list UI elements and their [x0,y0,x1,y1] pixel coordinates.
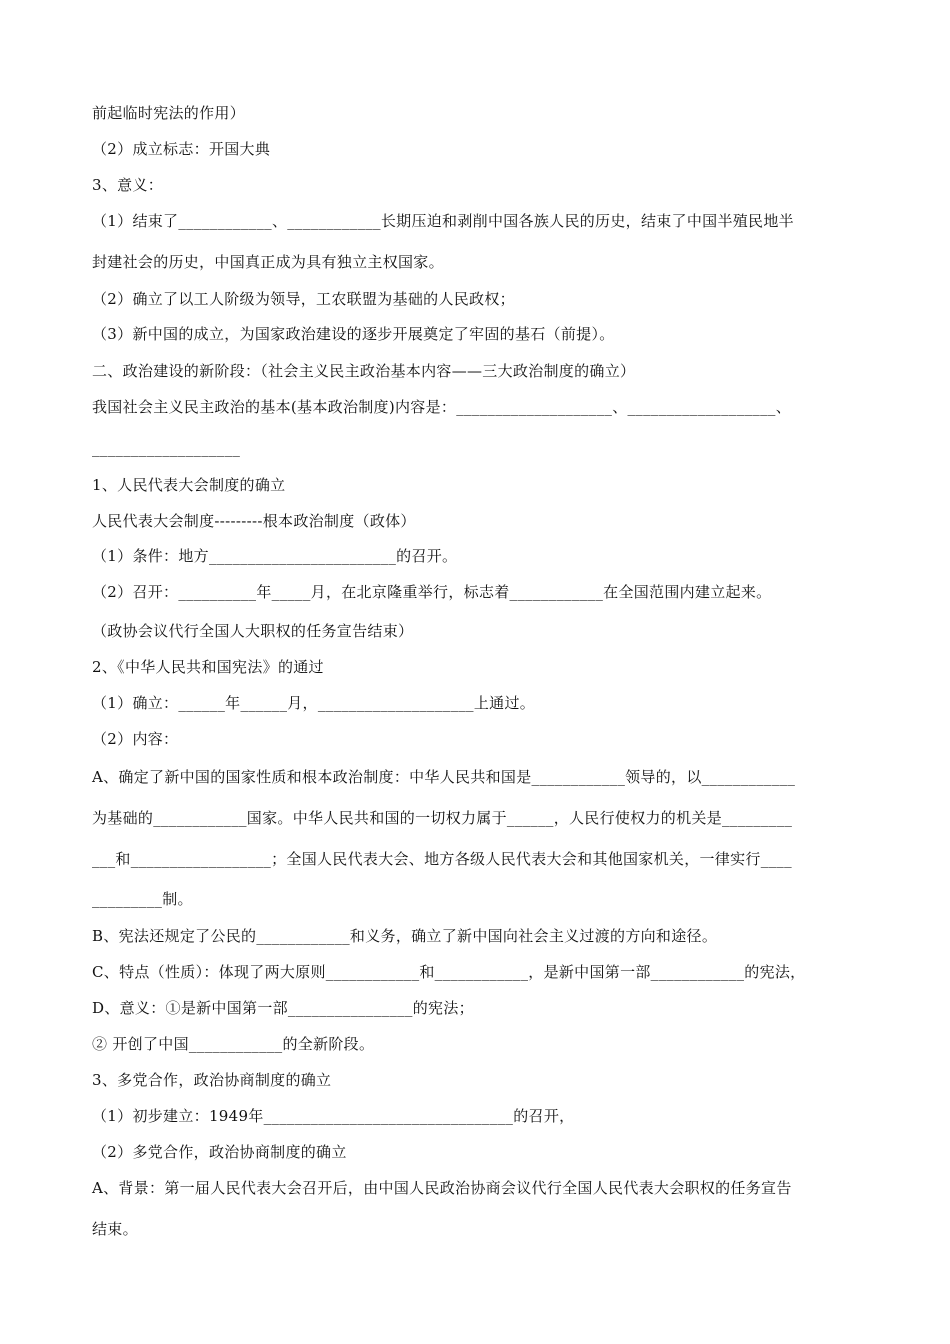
text-line: （1）结束了____________、____________长期压迫和剥削中国各族人民的历史，结束了中国半殖民地半 [92,212,794,230]
section-heading: 1、人民代表大会制度的确立 [92,476,286,494]
text-line: （2）确立了以工人阶级为领导，工农联盟为基础的人民政权； [92,290,515,308]
text-line: 结束。 [92,1220,138,1238]
text-line: （政协会议代行全国人大职权的任务宣告结束） [92,622,414,640]
text-line: （2）召开：__________年_____月，在北京隆重举行，标志着____________在全国范围内建立起来。 [92,583,772,601]
text-line: （2）多党合作，政治协商制度的确立 [92,1143,347,1161]
text-line: 3、意义： [92,176,164,194]
text-line: 封建社会的历史，中国真正成为具有独立主权国家。 [92,253,444,271]
section-heading: 2、《中华人民共和国宪法》的通过 [92,658,324,676]
text-line: （1）确立：______年______月，____________________上通过。 [92,694,536,712]
text-line: （3）新中国的成立，为国家政治建设的逐步开展奠定了牢固的基石（前提）。 [92,325,615,343]
text-line: _________制。 [92,890,193,908]
text-line: （1）条件：地方________________________的召开。 [92,547,458,565]
text-line: C、特点（性质）：体现了两大原则____________和____________，是新中国第一部____________的宪法， [92,963,806,981]
text-line: （2）内容： [92,730,179,748]
text-line: 我国社会主义民主政治的基本(基本政治制度)内容是：____________________、___________________、 [92,398,792,416]
text-line: ___和__________________；全国人民代表大会、地方各级人民代表大会和其他国家机关，一律实行____ [92,850,792,868]
section-heading: 3、多党合作，政治协商制度的确立 [92,1071,332,1089]
text-line: 人民代表大会制度---------根本政治制度（政体） [92,512,416,530]
text-line: D、意义：①是新中国第一部________________的宪法； [92,999,474,1017]
text-line: 为基础的____________国家。中华人民共和国的一切权力属于______，人民行使权力的机关是_________ [92,809,793,827]
text-line: （1）初步建立：1949年________________________________的召开， [92,1107,575,1125]
text-line: （2）成立标志：开国大典 [92,140,271,158]
text-line: ② 开创了中国____________的全新阶段。 [92,1035,375,1053]
text-line: A、确定了新中国的国家性质和根本政治制度：中华人民共和国是____________领导的，以____________ [92,768,796,786]
section-heading: 二、政治建设的新阶段：（社会主义民主政治基本内容——三大政治制度的确立） [92,362,636,380]
text-line: 前起临时宪法的作用） [92,104,246,122]
text-line: A、背景：第一届人民代表大会召开后，由中国人民政治协商会议代行全国人民代表大会职权的任务宣告 [92,1179,792,1197]
text-line: ___________________ [92,439,241,457]
text-line: B、宪法还规定了公民的____________和义务，确立了新中国向社会主义过渡的方向和途径。 [92,927,718,945]
